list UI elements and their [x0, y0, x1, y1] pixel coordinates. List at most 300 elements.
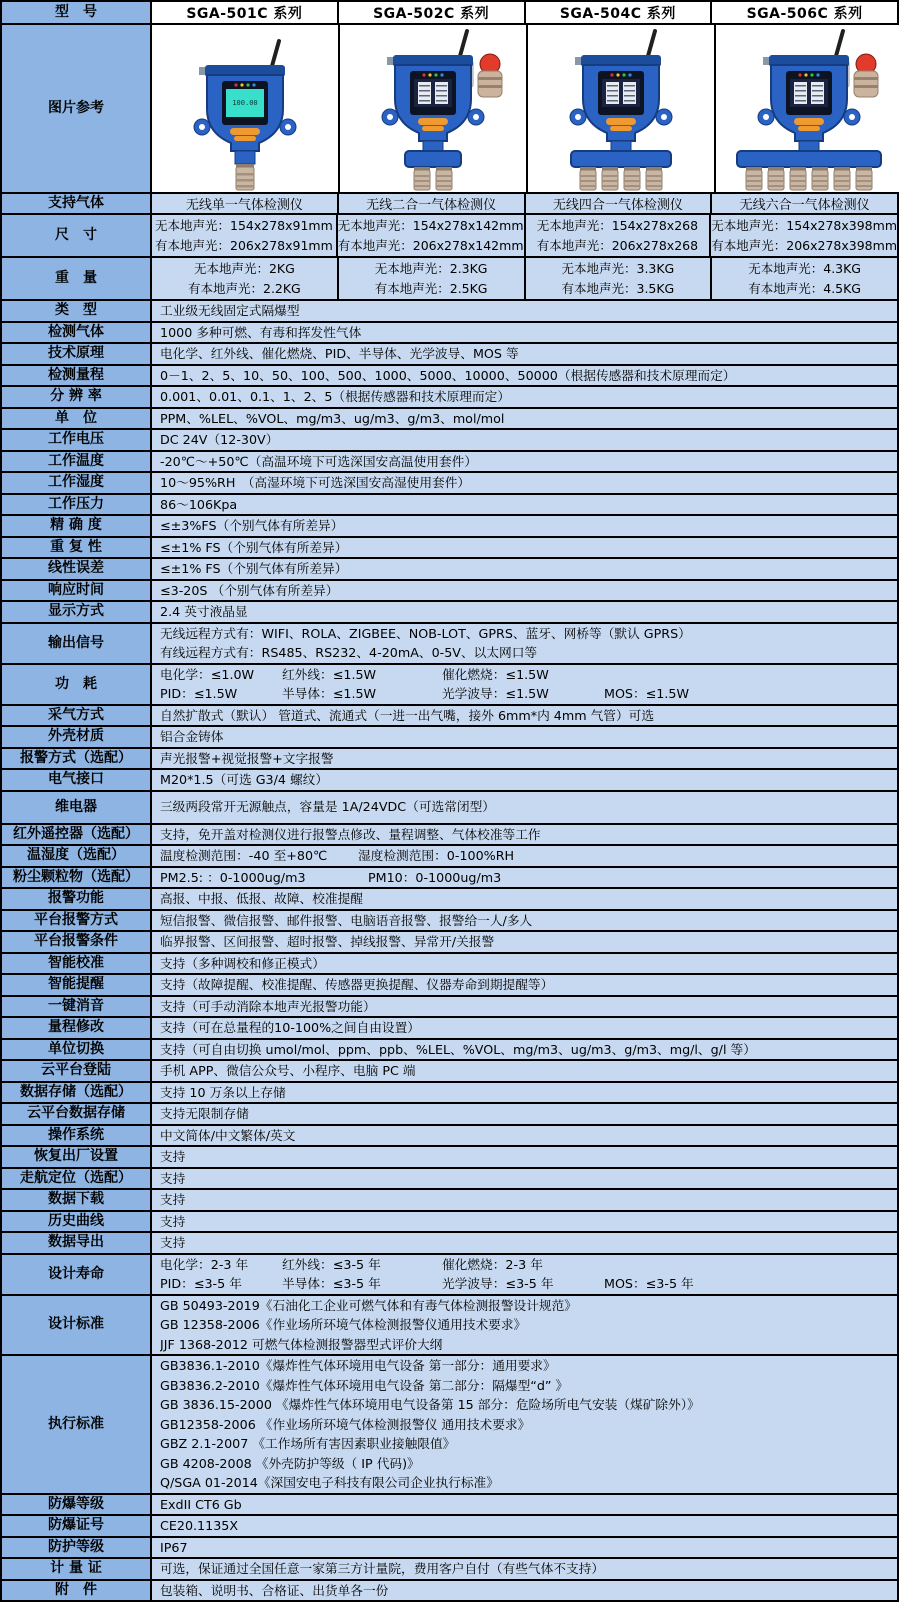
row-value [152, 932, 897, 952]
row-value [152, 1040, 897, 1060]
spec-line [160, 665, 891, 685]
spec-line [160, 727, 891, 747]
spec-line [160, 452, 891, 472]
row-label: 平台报警方式 [2, 911, 152, 931]
value-text: PID：≤3-5 年 [160, 1276, 242, 1291]
row-label: 图片参考 [2, 25, 152, 192]
value-text: 支持 10 万条以上存储 [160, 1084, 286, 1100]
row-value [152, 1559, 897, 1579]
row-label: 技术原理 [2, 344, 152, 364]
value-text: GB3836.1-2010《爆炸性气体环境用电气设备 第一部分：通用要求》 [160, 1358, 556, 1373]
spec-line [160, 602, 891, 622]
row-label: 工作温度 [2, 452, 152, 472]
spec-row [2, 975, 897, 997]
row-value [152, 825, 897, 845]
row-value [152, 323, 897, 343]
spec-row [2, 868, 897, 890]
row-value [152, 665, 897, 704]
header-model-sga-504c: SGA-504C 系列 [526, 2, 713, 23]
spec-row [2, 581, 897, 603]
row-label: 恢复出厂设置 [2, 1147, 152, 1167]
dimension-value [152, 215, 338, 256]
spec-row [2, 624, 897, 665]
spec-line [160, 1335, 891, 1355]
detector-illustration [340, 25, 526, 192]
row-label: 显示方式 [2, 602, 152, 622]
spec-line [160, 323, 891, 343]
value-text: JJF 1368-2012 可燃气体检测报警器型式评价大纲 [160, 1336, 443, 1352]
row-label: 精 确 度 [2, 516, 152, 536]
spec-row [2, 1104, 897, 1126]
spec-line [160, 797, 891, 817]
spec-line [160, 495, 891, 515]
detector-illustration [152, 25, 338, 192]
row-label: 平台报警条件 [2, 932, 152, 952]
row-label: 类 型 [2, 301, 152, 321]
value-text: 催化燃烧：≤1.5W [442, 666, 549, 682]
value-text: 高报、中报、低报、故障、校准提醒 [160, 891, 363, 906]
supported-gas-row [2, 194, 897, 215]
spec-line [160, 1559, 891, 1579]
value-text: 支持 [160, 1192, 186, 1207]
row-label: 电气接口 [2, 770, 152, 790]
row-label: 工作电压 [2, 430, 152, 450]
spec-row [2, 749, 897, 771]
row-label: 走航定位（选配） [2, 1169, 152, 1189]
row-value [152, 1495, 897, 1515]
spec-line [160, 1104, 891, 1124]
row-label: 检测量程 [2, 366, 152, 386]
spec-row [2, 452, 897, 474]
row-value [152, 846, 897, 866]
dimension-line: 有本地声光：206x278x142mm [337, 237, 524, 253]
row-value [152, 997, 897, 1017]
row-value [152, 975, 897, 995]
value-text: MOS：≤3-5 年 [604, 1276, 694, 1291]
row-label: 工作压力 [2, 495, 152, 515]
row-value [152, 1516, 897, 1536]
value-text: 临界报警、区间报警、超时报警、掉线报警、异常开/关报警 [160, 934, 495, 949]
row-label: 数据导出 [2, 1233, 152, 1253]
value-text: GB3836.2-2010《爆炸性气体环境用电气设备 第二部分：隔爆型“d” 》 [160, 1377, 569, 1393]
row-value [152, 430, 897, 450]
spec-line [160, 825, 891, 845]
weight-row [2, 258, 897, 301]
row-value [152, 889, 897, 909]
value-text: 可选，保证通过全国任意一家第三方计量院，费用客户自付（有些气体不支持） [160, 1561, 605, 1576]
spec-line [160, 643, 891, 663]
value-text: 支持，免开盖对检测仪进行报警点修改、量程调整、气体校准等工作 [160, 826, 541, 842]
row-label: 执行标准 [2, 1356, 152, 1493]
value-text: 无线远程方式有：WIFI、ROLA、ZIGBEE、NOB-LOT、GPRS、蓝牙、网桥等（默认 GPRS） [160, 625, 691, 641]
detector-image-sga-504c [528, 25, 716, 192]
spec-row [2, 1233, 897, 1255]
value-text: 支持 [160, 1213, 186, 1229]
dimension-line: 无本地声光：154x278x268 [536, 218, 699, 233]
spec-line [160, 409, 891, 429]
row-label: 单 位 [2, 409, 152, 429]
spec-row [2, 473, 897, 495]
value-text: GB12358-2006 《作业场所环境气体检测报警仪 通用技术要求》 [160, 1416, 531, 1432]
dimension-value [526, 215, 712, 256]
value-text: 支持（故障提醒、校准提醒、传感器更换提醒、仪器寿命到期提醒等） [160, 977, 554, 992]
value-text: 0.001、0.01、0.1、1、2、5（根据传感器和技术原理而定） [160, 389, 511, 404]
image-row [2, 25, 897, 194]
header-model-sga-506c: SGA-506C 系列 [712, 2, 897, 23]
spec-line [160, 473, 891, 493]
row-label: 重 复 性 [2, 538, 152, 558]
value-text: ExdII CT6 Gb [160, 1496, 242, 1512]
value-text: GB 3836.15-2000 《爆炸性气体环境用电气设备第 15 部分：危险场所电气安装（煤矿除外）》 [160, 1397, 700, 1412]
detector-image-sga-502c [340, 25, 528, 192]
row-label: 功 耗 [2, 665, 152, 704]
spec-line [160, 1434, 891, 1454]
row-label: 重 量 [2, 258, 152, 299]
row-value [152, 749, 897, 769]
spec-row [2, 911, 897, 933]
value-text: Q/SGA 01-2014《深国安电子科技有限公司企业执行标准》 [160, 1475, 499, 1490]
weight-line: 有本地声光：3.5KG [561, 280, 675, 296]
value-text: 半导体：≤1.5W [282, 686, 377, 701]
value-text: 电化学：≤1.0W [160, 666, 255, 682]
spec-row [2, 846, 897, 868]
value-text: PM2.5: ：0-1000ug/m3 [160, 869, 306, 885]
value-text: 工业级无线固定式隔爆型 [160, 303, 300, 318]
row-label: 支持气体 [2, 194, 152, 213]
spec-row [2, 665, 897, 706]
row-value [152, 1126, 897, 1146]
row-value [152, 538, 897, 558]
row-label: 外壳材质 [2, 727, 152, 747]
spec-line [160, 1018, 891, 1038]
spec-line [160, 344, 891, 364]
row-value [152, 1061, 897, 1081]
value-text: GBZ 2.1-2007 《工作场所有害因素职业接触限值》 [160, 1436, 456, 1451]
spec-line [160, 1395, 891, 1415]
row-label: 云平台数据存储 [2, 1104, 152, 1124]
spec-line [160, 366, 891, 386]
value-text: 短信报警、微信报警、邮件报警、电脑语音报警、报警给一人/多人 [160, 912, 533, 928]
spec-row [2, 1495, 897, 1517]
spec-row [2, 1212, 897, 1234]
row-value [152, 911, 897, 931]
value-text: MOS：≤1.5W [604, 686, 690, 701]
spec-line [160, 387, 891, 407]
row-label: 操作系统 [2, 1126, 152, 1146]
spec-row [2, 727, 897, 749]
weight-value [526, 258, 713, 299]
spec-row [2, 1169, 897, 1191]
row-label: 防护等级 [2, 1538, 152, 1558]
row-value [152, 770, 897, 790]
value-text: 声光报警+视觉报警+文字报警 [160, 750, 334, 766]
row-value [152, 301, 897, 321]
row-value [152, 495, 897, 515]
spec-line [160, 1454, 891, 1474]
row-value [152, 1212, 897, 1232]
weight-value [712, 258, 897, 299]
row-value [152, 1190, 897, 1210]
row-label: 设计标准 [2, 1296, 152, 1355]
weight-value [339, 258, 526, 299]
dimension-value [711, 215, 897, 256]
value-text: ≤±3%FS（个别气体有所差异） [160, 518, 344, 533]
value-text: 包装箱、说明书、合格证、出货单各一份 [160, 1582, 389, 1598]
value-text: 支持 [160, 1235, 186, 1250]
row-value [152, 366, 897, 386]
row-value [152, 1169, 897, 1189]
spec-row [2, 997, 897, 1019]
value-text: DC 24V（12-30V） [160, 432, 279, 447]
row-value [152, 1104, 897, 1124]
spec-line [160, 889, 891, 909]
spec-row [2, 409, 897, 431]
dimension-value [338, 215, 526, 256]
spec-line [160, 1169, 891, 1189]
spec-row [2, 1018, 897, 1040]
row-label: 线性误差 [2, 559, 152, 579]
spec-line [160, 1212, 891, 1232]
weight-line: 有本地声光：2.2KG [187, 280, 301, 296]
spec-line [160, 868, 891, 888]
row-label: 响应时间 [2, 581, 152, 601]
row-label: 智能校准 [2, 954, 152, 974]
spec-row [2, 538, 897, 560]
spec-row [2, 1061, 897, 1083]
row-label: 粉尘颗粒物（选配） [2, 868, 152, 888]
spec-row [2, 1126, 897, 1148]
weight-line: 有本地声光：4.5KG [748, 280, 861, 296]
row-value [152, 516, 897, 536]
row-value [152, 954, 897, 974]
dimension-line: 有本地声光：206x278x268 [536, 237, 699, 253]
spec-row [2, 344, 897, 366]
row-value [152, 1538, 897, 1558]
spec-line [160, 1274, 891, 1294]
value-text: 支持 [160, 1170, 186, 1186]
dimension-line: 无本地声光：154x278x91mm [154, 218, 333, 233]
spec-row [2, 706, 897, 728]
value-text: 光学波导：≤3-5 年 [442, 1276, 554, 1291]
row-value [152, 706, 897, 726]
spec-row [2, 1516, 897, 1538]
spec-row [2, 1255, 897, 1296]
weight-line: 无本地声光：2KG [193, 261, 295, 276]
spec-line [160, 1147, 891, 1167]
spec-line [160, 1083, 891, 1103]
value-text: 半导体：≤3-5 年 [282, 1276, 381, 1291]
spec-line [160, 1376, 891, 1396]
row-label: 采气方式 [2, 706, 152, 726]
row-value [152, 1018, 897, 1038]
row-value [152, 1255, 897, 1294]
value-text: 自然扩散式（默认） 管道式、流通式（一进一出气嘴，接外 6mm*内 4mm 气管）可选 [160, 707, 655, 723]
value-text: PID：≤1.5W [160, 686, 238, 701]
value-text: 催化燃烧：2-3 年 [442, 1256, 543, 1272]
row-label: 设计寿命 [2, 1255, 152, 1294]
svg-text:100.00: 100.00 [232, 99, 258, 107]
value-text: 三级两段常开无源触点，容量是 1A/24VDC（可选常闭型） [160, 799, 495, 815]
header-model-label: 型 号 [2, 2, 152, 23]
spec-line [160, 1581, 891, 1601]
spec-row [2, 323, 897, 345]
value-text: 10～95%RH （高湿环境下可选深国安高湿使用套件） [160, 475, 471, 490]
gas-value: 无线二合一气体检测仪 [339, 194, 526, 213]
spec-line [160, 846, 891, 866]
value-text: M20*1.5（可选 G3/4 螺纹） [160, 772, 329, 787]
spec-line [160, 624, 891, 644]
spec-row [2, 430, 897, 452]
value-text: 有线远程方式有：RS485、RS232、4-20mA、0-5V、以太网口等 [160, 645, 538, 660]
spec-row [2, 1296, 897, 1357]
spec-line [160, 581, 891, 601]
value-text: PM10：0-1000ug/m3 [368, 869, 502, 885]
spec-line [160, 706, 891, 726]
spec-row [2, 1083, 897, 1105]
spec-line [160, 1495, 891, 1515]
spec-line [160, 1516, 891, 1536]
spec-line [160, 1040, 891, 1060]
value-text: GB 4208-2008 《外壳防护等级（ IP 代码)》 [160, 1455, 420, 1471]
row-label: 工作湿度 [2, 473, 152, 493]
row-value [152, 868, 897, 888]
spec-line [160, 430, 891, 450]
row-value [152, 344, 897, 364]
value-text: 湿度检测范围：0-100%RH [358, 848, 515, 863]
weight-line: 无本地声光：4.3KG [748, 261, 861, 276]
row-value [152, 473, 897, 493]
value-text: GB 12358-2006《作业场所环境气体检测报警仪通用技术要求》 [160, 1317, 527, 1332]
spec-line [160, 749, 891, 769]
row-value [152, 792, 897, 823]
weight-value [152, 258, 339, 299]
row-value [152, 1083, 897, 1103]
dimension-line: 有本地声光：206x278x91mm [154, 237, 333, 253]
detector-image-sga-506c [716, 25, 899, 192]
spec-line [160, 954, 891, 974]
row-label: 量程修改 [2, 1018, 152, 1038]
dimension-line: 无本地声光：154x278x142mm [337, 218, 524, 233]
spec-row [2, 954, 897, 976]
row-value [152, 1581, 897, 1601]
row-label: 红外遥控器（选配） [2, 825, 152, 845]
row-label: 一键消音 [2, 997, 152, 1017]
row-value [152, 1233, 897, 1253]
value-text: 支持（可在总量程的10-100%之间自由设置） [160, 1020, 420, 1035]
value-text: 手机 APP、微信公众号、小程序、电脑 PC 端 [160, 1063, 416, 1078]
dimension-line: 无本地声光：154x278x398mm [711, 218, 897, 233]
spec-line [160, 516, 891, 536]
value-text: 铝合金铸体 [160, 729, 224, 744]
value-text: 支持 [160, 1149, 186, 1164]
value-text: 86～106Kpa [160, 496, 238, 512]
value-text: PPM、%LEL、%VOL、mg/m3、ug/m3、g/m3、mol/mol [160, 410, 505, 426]
value-text: 2.4 英寸液晶显 [160, 604, 248, 619]
value-text: 支持（多种调校和修正模式） [160, 955, 325, 971]
weight-line: 无本地声光：3.3KG [561, 261, 675, 276]
spec-row [2, 932, 897, 954]
spec-line [160, 538, 891, 558]
model-header-row [2, 2, 897, 25]
value-text: 支持（可手动消除本地声光报警功能） [160, 998, 376, 1014]
value-text: 支持（可自由切换 umol/mol、ppm、ppb、%LEL、%VOL、mg/m3、ug/m3、g/m3、mg/l、g/l 等） [160, 1041, 756, 1057]
spec-row [2, 1147, 897, 1169]
value-text: IP67 [160, 1539, 188, 1555]
row-value [152, 387, 897, 407]
spec-line [160, 770, 891, 790]
header-model-sga-502c: SGA-502C 系列 [339, 2, 526, 23]
spec-row [2, 825, 897, 847]
row-label: 附 件 [2, 1581, 152, 1601]
row-label: 防爆证号 [2, 1516, 152, 1536]
spec-line [160, 1315, 891, 1335]
value-text: ≤3-20S （个别气体有所差异） [160, 582, 339, 598]
row-label: 尺 寸 [2, 215, 152, 256]
row-label: 报警功能 [2, 889, 152, 909]
value-text: 中文简体/中文繁体/英文 [160, 1127, 296, 1143]
spec-row [2, 1040, 897, 1062]
row-value [152, 624, 897, 663]
spec-row [2, 792, 897, 825]
row-value [152, 1147, 897, 1167]
value-text: ≤±1% FS（个别气体有所差异） [160, 561, 348, 576]
header-model-sga-501c: SGA-501C 系列 [152, 2, 339, 23]
spec-row [2, 516, 897, 538]
row-label: 数据存储（选配） [2, 1083, 152, 1103]
row-value [152, 559, 897, 579]
spec-row [2, 1190, 897, 1212]
value-text: 支持无限制存储 [160, 1106, 249, 1121]
spec-line [160, 1473, 891, 1493]
detector-image-sga-501c [152, 25, 340, 192]
gas-value: 无线单一气体检测仪 [152, 194, 339, 213]
spec-row [2, 559, 897, 581]
spec-line [160, 1233, 891, 1253]
row-label: 数据下载 [2, 1190, 152, 1210]
spec-line [160, 975, 891, 995]
row-value [152, 581, 897, 601]
row-label: 计 量 证 [2, 1559, 152, 1579]
spec-line [160, 1415, 891, 1435]
value-text: CE20.1135X [160, 1518, 239, 1533]
value-text: ≤±1% FS（个别气体有所差异） [160, 539, 348, 555]
value-text: 1000 多种可燃、有毒和挥发性气体 [160, 324, 362, 340]
row-value [152, 727, 897, 747]
spec-row [2, 301, 897, 323]
spec-row [2, 495, 897, 517]
value-text: 电化学、红外线、催化燃烧、PID、半导体、光学波导、MOS 等 [160, 346, 519, 361]
spec-row [2, 889, 897, 911]
row-label: 维电器 [2, 792, 152, 823]
spec-line [160, 1126, 891, 1146]
value-text: GB 50493-2019《石油化工企业可燃气体和有毒气体检测报警设计规范》 [160, 1297, 577, 1313]
spec-line [160, 932, 891, 952]
spec-row [2, 1559, 897, 1581]
value-text: -20℃～+50℃（高温环境下可选深国安高温使用套件） [160, 453, 478, 469]
value-text: 温度检测范围：-40 至+80℃ [160, 848, 328, 863]
spec-line [160, 1356, 891, 1376]
spec-line [160, 1255, 891, 1275]
dimension-line: 有本地声光：206x278x398mm [711, 237, 897, 253]
row-label: 防爆等级 [2, 1495, 152, 1515]
spec-line [160, 1538, 891, 1558]
detector-illustration [528, 25, 714, 192]
row-label: 输出信号 [2, 624, 152, 663]
row-label: 智能提醒 [2, 975, 152, 995]
gas-value: 无线六合一气体检测仪 [712, 194, 897, 213]
spec-line [160, 301, 891, 321]
row-label: 分 辨 率 [2, 387, 152, 407]
